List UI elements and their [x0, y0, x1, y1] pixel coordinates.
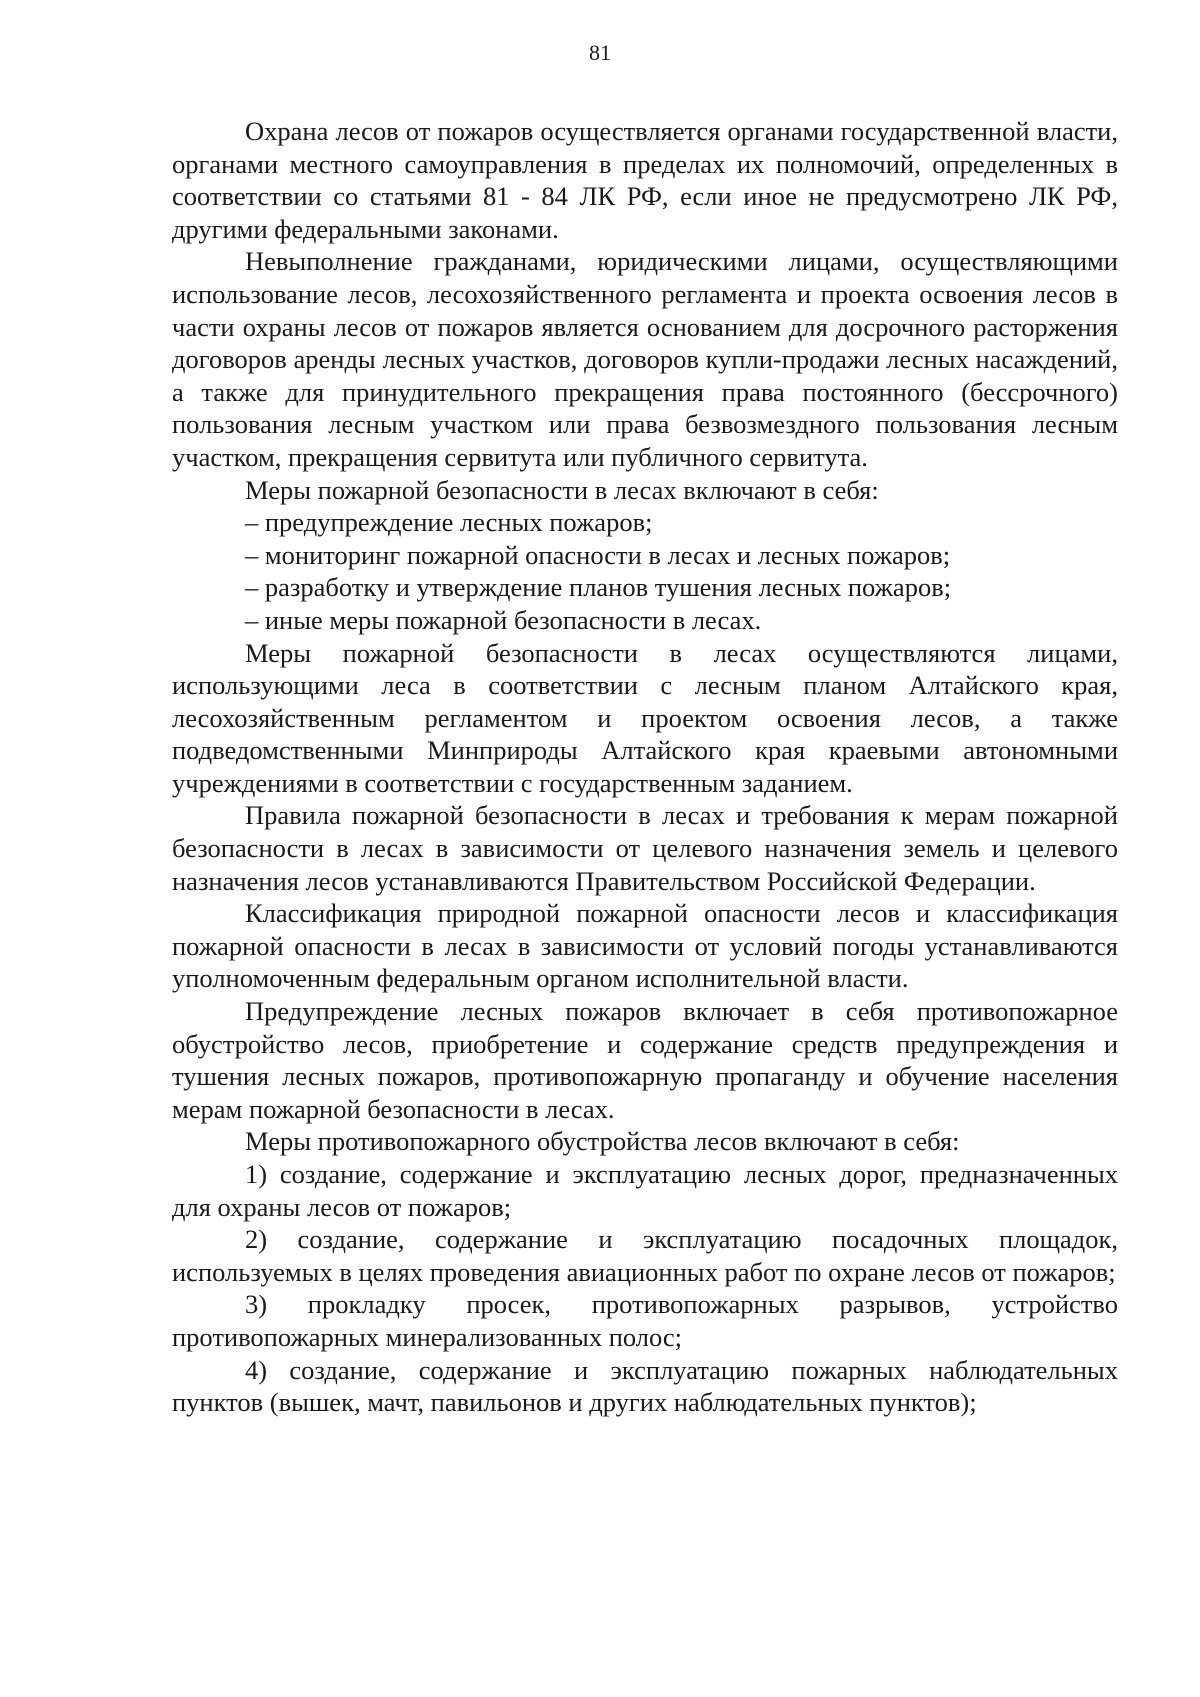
list-item-other-measures: – иные меры пожарной безопасности в лесах.: [245, 604, 762, 635]
document-body: [172, 115, 1118, 1419]
page-number: 81: [589, 40, 611, 65]
paragraph-non-compliance-consequences: Невыполнение гражданами, юридическими лицами, осуществляющими использование лесов, лесохозяйственного регламента и проекта освоения лесов в части охраны лесов от пожаров является основанием для досрочного расторжения договоров аренды лесных участков, договоров купли-продажи лесных насаждений, а также для принудительного прекращения права постоянного (бессрочного) пользования лесным участком или права безвозмездного пользования лесным участком, прекращения сервитута или публичного сервитута.: [172, 246, 1118, 472]
numbered-item-forest-roads: 1) создание, содержание и эксплуатацию лесных дорог, предназначенных для охраны лесов от пожаров;: [172, 1159, 1118, 1222]
numbered-item-firebreaks: 3) прокладку просек, противопожарных разрывов, устройство противопожарных минерализованных полос;: [172, 1289, 1118, 1352]
paragraph-fire-safety-measures-intro: Меры пожарной безопасности в лесах включают в себя:: [245, 474, 879, 505]
paragraph-forest-protection-authorities: Охрана лесов от пожаров осуществляется органами государственной власти, органами местного самоуправления в пределах их полномочий, определенных в соответствии со статьями 81 - 84 ЛК РФ, если иное не предусмотрено ЛК РФ, другими федеральными законами.: [172, 116, 1118, 244]
numbered-item-landing-sites: 2) создание, содержание и эксплуатацию посадочных площадок, используемых в целях проведения авиационных работ по охране лесов от пожаров;: [172, 1224, 1118, 1287]
list-item-extinguishing-plans: – разработку и утверждение планов тушения лесных пожаров;: [245, 572, 952, 603]
paragraph-fire-danger-classification: Классификация природной пожарной опасности лесов и классификация пожарной опасности в лесах в зависимости от условий погоды устанавливаются уполномоченным федеральным органом исполнительной власти.: [172, 898, 1118, 994]
paragraph-fire-prevention-scope: Предупреждение лесных пожаров включает в себя противопожарное обустройство лесов, приобретение и содержание средств предупреждения и тушения лесных пожаров, противопожарную пропаганду и обучение населения мерам пожарной безопасности в лесах.: [172, 996, 1118, 1124]
numbered-item-observation-points: 4) создание, содержание и эксплуатацию пожарных наблюдательных пунктов (вышек, мачт, павильонов и других наблюдательных пунктов);: [172, 1354, 1118, 1418]
list-item-fire-prevention: – предупреждение лесных пожаров;: [245, 507, 653, 538]
paragraph-fire-safety-rules: Правила пожарной безопасности в лесах и требования к мерам пожарной безопасности в лесах в зависимости от целевого назначения земель и целевого назначения лесов устанавливаются Правительством Российской Федерации.: [172, 800, 1118, 896]
list-item-fire-monitoring: – мониторинг пожарной опасности в лесах и лесных пожаров;: [245, 539, 951, 570]
paragraph-measures-implementers: Меры пожарной безопасности в лесах осуществляются лицами, использующими леса в соответствии с лесным планом Алтайского края, лесохозяйственным регламентом и проектом освоения лесов, а также подведомственными Минприроды Алтайского края краевыми автономными учреждениями в соответствии с государственным заданием.: [172, 637, 1118, 798]
paragraph-fire-infrastructure-intro: Меры противопожарного обустройства лесов включают в себя:: [245, 1126, 960, 1157]
